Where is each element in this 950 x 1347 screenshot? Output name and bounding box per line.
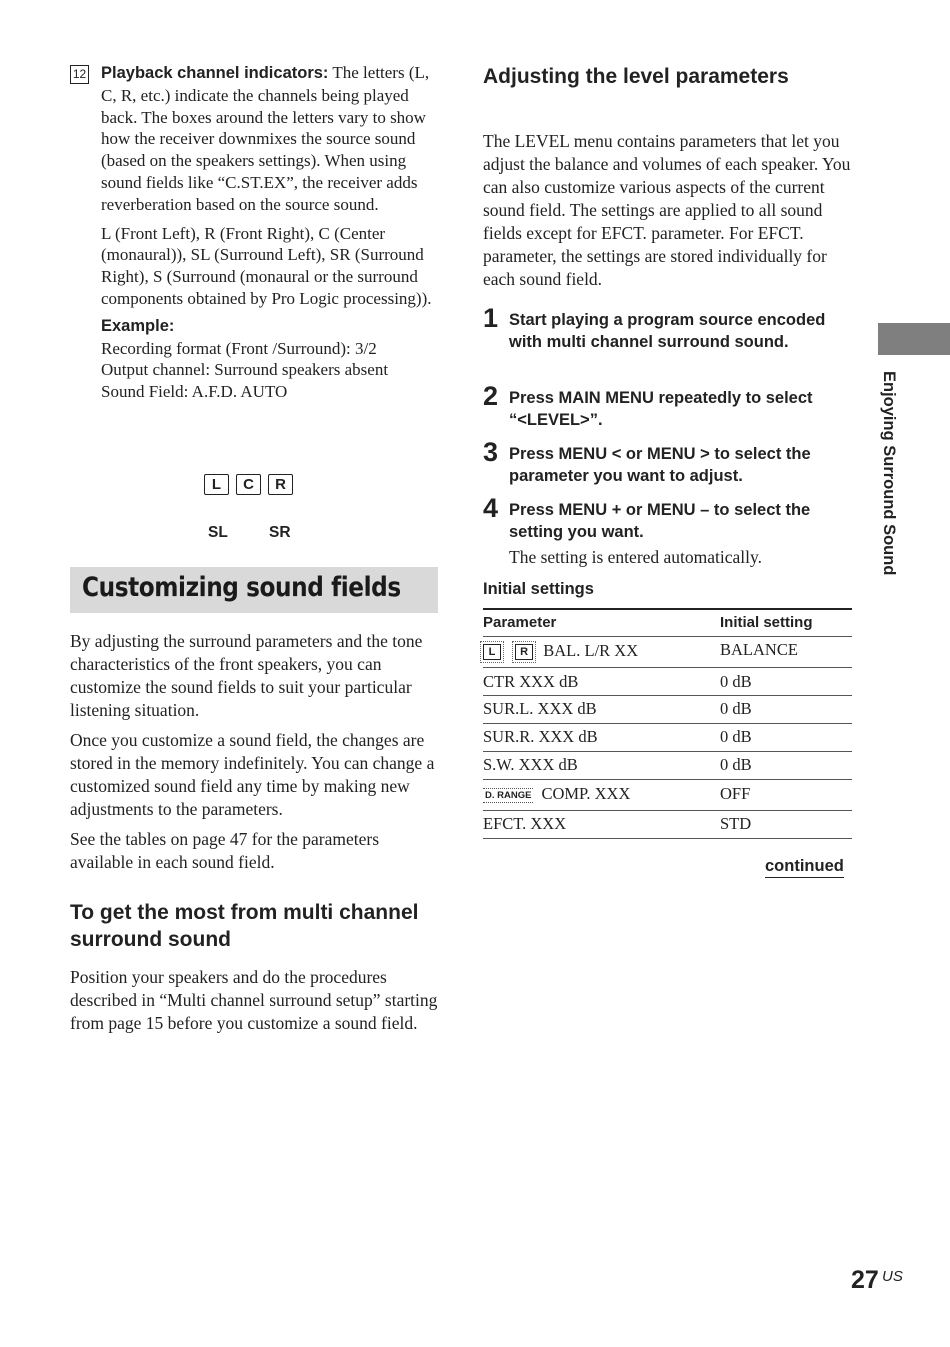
example-heading: Example: xyxy=(101,316,175,335)
initial-settings-heading: Initial settings xyxy=(483,580,594,598)
step-2 xyxy=(483,381,853,431)
page-number: 27 xyxy=(851,1266,879,1294)
column-header: Parameter xyxy=(483,614,557,631)
table-cell-setting: 0 dB xyxy=(720,727,752,746)
table-cell-setting: STD xyxy=(720,814,752,833)
table-header-row xyxy=(483,610,852,637)
channel-indicator-diagram xyxy=(200,474,310,549)
channel-box-r: R xyxy=(268,474,293,495)
step-text: Press MAIN MENU repeatedly to select “<LEVEL>”. xyxy=(509,389,813,429)
table-cell-parameter xyxy=(483,784,630,804)
channel-box-l: L xyxy=(204,474,229,495)
table-cell-parameter: S.W. XXX dB xyxy=(483,755,578,774)
channel-legend: L (Front Left), R (Front Right), C (Center (monaural)), SL (Surround Left), SR (Surround Right), S (Surround (monaural or the surround components obtained by Pro Logic processing)). xyxy=(101,223,432,308)
chapter-tab-marker xyxy=(878,323,950,355)
table-row xyxy=(483,780,852,811)
table-cell-setting: 0 dB xyxy=(720,699,752,718)
column-header: Initial setting xyxy=(720,614,813,631)
item-description: The letters (L, C, R, etc.) indicate the channels being played back. The boxes around the letters vary to show how the receiver downmixes the source sound (based on the speakers settings). When using sound fields like “C.ST.EX”, the receiver adds reverberation based on the source sound. xyxy=(101,63,430,214)
continued-label: continued xyxy=(765,857,844,878)
table-cell-parameter: EFCT. XXX xyxy=(483,814,567,833)
example-line: Recording format (Front /Surround): 3/2 xyxy=(101,338,377,358)
table-row xyxy=(483,637,852,668)
table-row xyxy=(483,724,852,752)
table-cell-parameter xyxy=(483,641,638,661)
step-1 xyxy=(483,303,853,353)
parameter-text: COMP. XXX xyxy=(541,784,631,803)
step-number: 3 xyxy=(483,437,499,467)
table-cell-setting: OFF xyxy=(720,784,751,803)
subsection-heading: To get the most from multi channel surround sound xyxy=(70,901,419,951)
table-cell-parameter: SUR.R. XXX dB xyxy=(483,727,598,746)
chapter-title: Enjoying Surround Sound xyxy=(880,371,898,576)
item-12-section xyxy=(70,62,440,403)
example-line: Sound Field: A.F.D. AUTO xyxy=(101,382,288,402)
example-lines xyxy=(101,338,440,403)
step-text: Press MENU + or MENU – to select the setting you want. xyxy=(509,501,811,541)
parameter-text: BAL. L/R XX xyxy=(543,641,639,660)
adjusting-paragraph: The LEVEL menu contains parameters that let you adjust the balance and volumes of each speaker. You can also customize various aspects of the current sound field. The settings are applied to all sound fields except for EFCT. parameter. For EFCT. parameter, the settings are stored individually for each sound field. xyxy=(483,131,851,289)
table-row xyxy=(483,668,852,696)
step-4 xyxy=(483,493,853,568)
table-cell-setting: BALANCE xyxy=(720,640,798,659)
step-text: Start playing a program source encoded with multi channel surround sound. xyxy=(509,311,826,351)
customizing-body xyxy=(70,630,440,881)
right-speaker-icon: R xyxy=(515,644,533,660)
chapter-side-label xyxy=(879,371,901,631)
step-note: The setting is entered automatically. xyxy=(509,547,763,567)
table-cell-setting: 0 dB xyxy=(720,672,752,691)
section-title: Customizing sound fields xyxy=(82,572,401,603)
subsection-paragraph: Position your speakers and do the procedures described in “Multi channel surround setup” starting from page 15 before you customize a sound field. xyxy=(70,967,438,1033)
paragraph: Once you customize a sound field, the changes are stored in the memory indefinitely. You can change a customized sound field any time by making new adjustments to the parameters. xyxy=(70,730,435,819)
step-3 xyxy=(483,437,853,487)
page-region-suffix: US xyxy=(882,1268,903,1285)
channel-box-c: C xyxy=(236,474,261,495)
step-number: 4 xyxy=(483,493,499,523)
step-number: 1 xyxy=(483,303,499,333)
channel-label-sl: SL xyxy=(208,524,228,541)
table-cell-parameter: CTR XXX dB xyxy=(483,672,579,691)
paragraph: By adjusting the surround parameters and the tone characteristics of the front speakers, you can customize the sound fields to suit your particular listening situation. xyxy=(70,631,423,720)
left-speaker-icon: L xyxy=(483,644,501,660)
initial-settings-table xyxy=(483,608,852,839)
table-cell-parameter: SUR.L. XXX dB xyxy=(483,699,597,718)
playback-channel-indicators-item xyxy=(70,62,440,403)
item-number-badge: 12 xyxy=(70,65,89,84)
table-row xyxy=(483,696,852,724)
example-line: Output channel: Surround speakers absent xyxy=(101,360,389,380)
paragraph: See the tables on page 47 for the parameters available in each sound field. xyxy=(70,829,380,872)
item-lead: Playback channel indicators: xyxy=(101,64,329,82)
table-row xyxy=(483,811,852,839)
d-range-badge-icon: D. RANGE xyxy=(485,789,532,801)
adjusting-heading: Adjusting the level parameters xyxy=(483,65,789,88)
table-row xyxy=(483,752,852,780)
table-cell-setting: 0 dB xyxy=(720,755,752,774)
step-text: Press MENU < or MENU > to select the parameter you want to adjust. xyxy=(509,445,811,485)
step-number: 2 xyxy=(483,381,499,411)
channel-label-sr: SR xyxy=(269,524,291,541)
section-title-banner xyxy=(70,567,438,613)
